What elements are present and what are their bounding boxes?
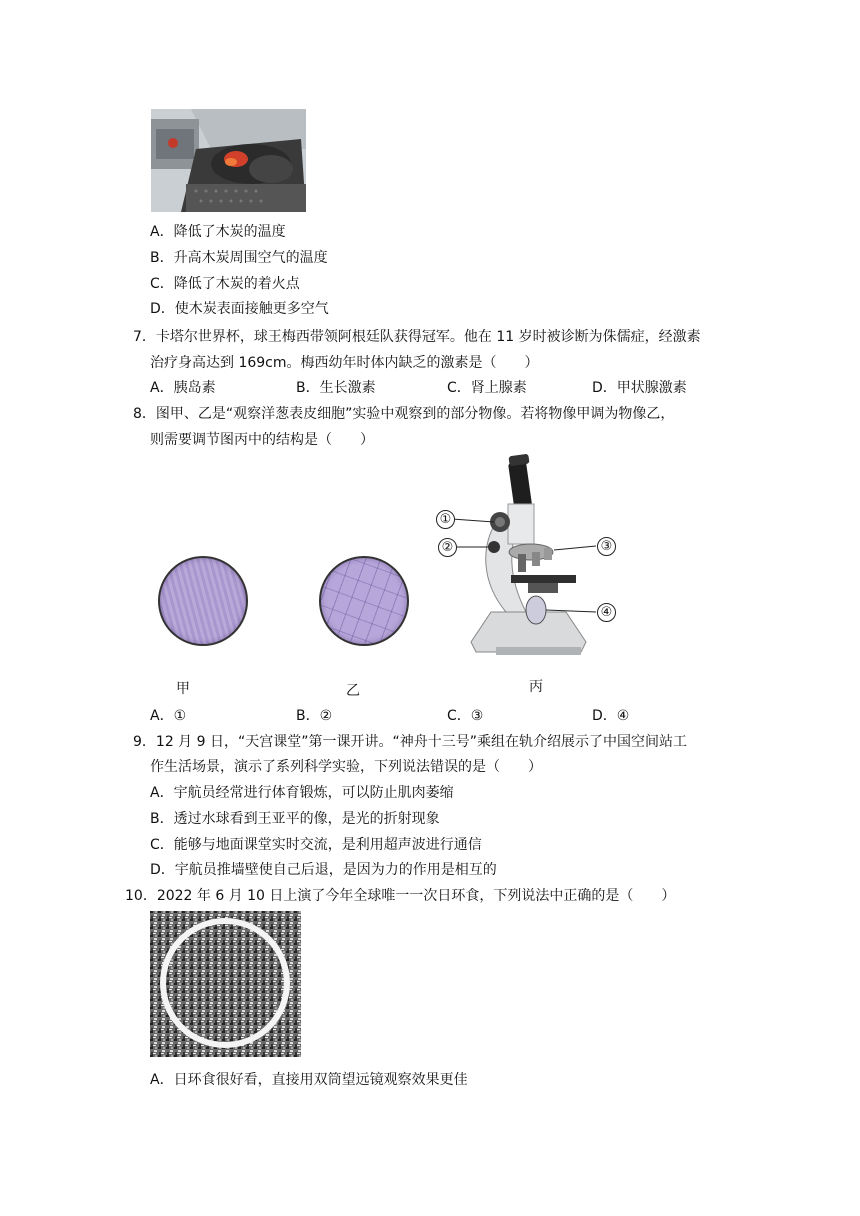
q9-option-b: B．透过水球看到王亚平的像，是光的折射现象 [150,811,440,827]
q9-option-a: A．宇航员经常进行体育锻炼，可以防止肌肉萎缩 [150,785,454,801]
q6-option-c: C．降低了木炭的着火点 [150,276,300,292]
q8-option-a: A．① [150,708,187,724]
q8-option-c: C．③ [447,708,484,724]
q7-stem-line2: 治疗身高达到 169cm。梅西幼年时体内缺乏的激素是（ ） [150,355,539,371]
callout-1: ① [436,510,455,529]
q9-option-c: C．能够与地面课堂实时交流，是利用超声波进行通信 [150,837,482,853]
q8-stem-line2: 则需要调节图丙中的结构是（ ） [150,432,374,448]
label-yi: 乙 [346,683,360,699]
callout-3: ③ [597,537,616,556]
q7-option-c: C．肾上腺素 [447,380,527,396]
q9-stem-line1: 9．12 月 9 日，“天宫课堂”第一课开讲。“神舟十三号”乘组在轨介绍展示了中国空间站工 [133,734,687,750]
q8-option-b: B．② [296,708,333,724]
label-bing: 丙 [529,679,543,695]
annular-eclipse-photo [150,911,301,1057]
q9-stem-line2: 作生活场景，演示了系列科学实验，下列说法错误的是（ ） [150,759,542,775]
q7-option-a: A．胰岛素 [150,380,216,396]
q7-option-d: D．甲状腺激素 [592,380,687,396]
q10-stem: 10．2022 年 6 月 10 日上演了今年全球唯一一次日环食，下列说法中正确的是（ ） [125,888,676,904]
q8-option-d: D．④ [592,708,630,724]
cell-image-yi [319,556,409,646]
q10-option-a: A．日环食很好看，直接用双筒望远镜观察效果更佳 [150,1072,468,1088]
q7-stem-line1: 7．卡塔尔世界杯，球王梅西带领阿根廷队获得冠军。他在 11 岁时被诊断为侏儒症，经激素 [133,329,701,345]
q6-option-d: D．使木炭表面接触更多空气 [150,301,329,317]
q7-option-b: B．生长激素 [296,380,376,396]
q6-option-b: B．升高木炭周围空气的温度 [150,250,328,266]
q8-stem-line1: 8．图甲、乙是“观察洋葱表皮细胞”实验中观察到的部分物像。若将物像甲调为物像乙， [133,406,675,422]
callout-4: ④ [597,603,616,622]
cell-image-jia [158,556,248,646]
charcoal-photo [151,109,306,212]
microscope-diagram [436,452,626,670]
q6-option-a: A．降低了木炭的温度 [150,224,286,240]
callout-2: ② [438,538,457,557]
q9-option-d: D．宇航员推墙壁使自己后退，是因为力的作用是相互的 [150,862,497,878]
label-jia: 甲 [176,681,190,697]
